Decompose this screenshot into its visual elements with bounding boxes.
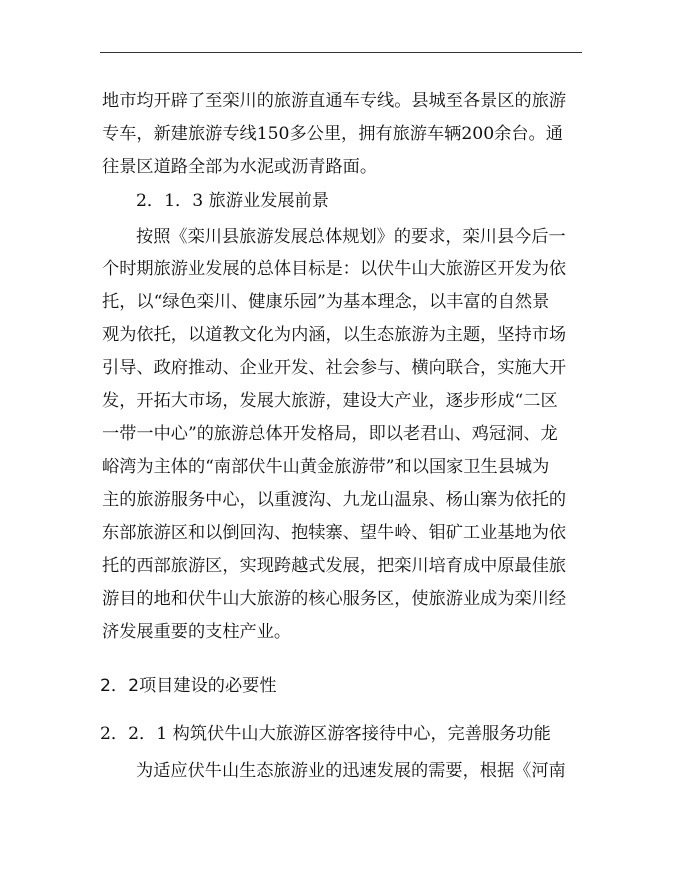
header-rule — [100, 52, 582, 53]
paragraph-line: 观为依托，以道教文化为内涵，以生态旅游为主题，坚持市场 — [102, 325, 567, 345]
section-heading-2-1-3: 2．1．3 旅游业发展前景 — [136, 191, 329, 211]
paragraph-line: 主的旅游服务中心，以重渡沟、九龙山温泉、杨山寨为依托的 — [102, 490, 567, 510]
paragraph-line: 东部旅游区和以倒回沟、抱犊寨、望牛岭、钼矿工业基地为依 — [102, 523, 567, 543]
paragraph-line: 托，以“绿色栾川、健康乐园”为基本理念，以丰富的自然景 — [102, 292, 550, 312]
paragraph-line: 按照《栾川县旅游发展总体规划》的要求，栾川县今后一 — [136, 227, 566, 247]
paragraph-line: 济发展重要的支柱产业。 — [102, 622, 292, 642]
paragraph-line: 个时期旅游业发展的总体目标是：以伏牛山大旅游区开发为依 — [102, 259, 567, 279]
paragraph-line: 引导、政府推动、企业开发、社会参与、横向联合，实施大开 — [102, 358, 567, 378]
paragraph-line: 游目的地和伏牛山大旅游的核心服务区，使旅游业成为栾川经 — [102, 589, 567, 609]
paragraph-line: 托的西部旅游区，实现跨越式发展，把栾川培育成中原最佳旅 — [102, 556, 567, 576]
paragraph-line: 专车，新建旅游专线150多公里，拥有旅游车辆200余台。通 — [102, 124, 563, 144]
paragraph-line: 为适应伏牛山生态旅游业的迅速发展的需要，根据《河南 — [136, 761, 566, 781]
paragraph-line: 一带一中心”的旅游总体开发格局，即以老君山、鸡冠洞、龙 — [102, 424, 558, 444]
section-heading-2-2: 2．2项目建设的必要性 — [100, 676, 277, 696]
paragraph-line: 发，开拓大市场，发展大旅游，建设大产业，逐步形成“二区 — [102, 391, 558, 411]
paragraph-line: 地市均开辟了至栾川的旅游直通车专线。县城至各景区的旅游 — [102, 91, 567, 111]
paragraph-line: 峪湾为主体的“南部伏牛山黄金旅游带”和以国家卫生县城为 — [102, 457, 550, 477]
section-heading-2-2-1: 2．2．1 构筑伏牛山大旅游区游客接待中心，完善服务功能 — [100, 724, 551, 744]
paragraph-line: 往景区道路全部为水泥或沥青路面。 — [102, 157, 378, 177]
